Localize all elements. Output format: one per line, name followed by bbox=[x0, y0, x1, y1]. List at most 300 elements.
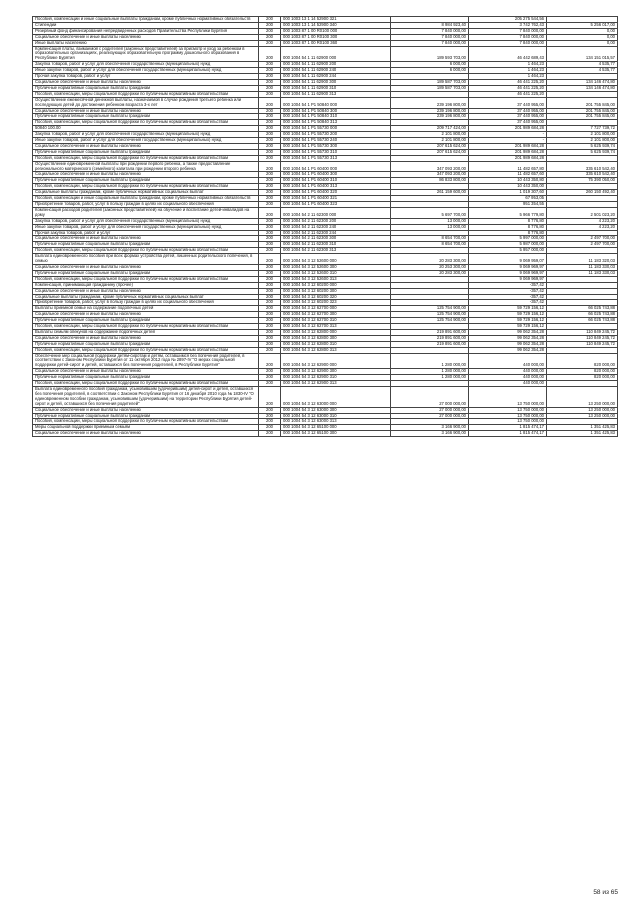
row-name: Социальное обеспечение и иные выплаты населению bbox=[33, 34, 259, 40]
row-code: 200 bbox=[259, 79, 281, 85]
row-code: 200 bbox=[259, 196, 281, 202]
row-kbk: 000 1004 54 2 11 62300 310 bbox=[281, 242, 391, 248]
row-exec: 37 440 955,00 bbox=[469, 114, 547, 120]
table-row bbox=[33, 236, 618, 242]
row-plan: 125 754 900,00 bbox=[391, 312, 469, 318]
table-row bbox=[33, 431, 618, 437]
row-plan: 219 891 600,00 bbox=[391, 335, 469, 341]
row-code: 200 bbox=[259, 17, 281, 23]
row-plan: 7 840 000,00 bbox=[391, 40, 469, 46]
row-exec: 201 989 684,28 bbox=[469, 149, 547, 155]
row-code: 200 bbox=[259, 387, 281, 408]
row-name: Иные закупки товаров, работ и услуг для обеспечения государственных (муниципальных) нужд bbox=[33, 224, 259, 230]
row-plan: 20 283 300,00 bbox=[391, 270, 469, 276]
row-exec: 59 729 156,12 bbox=[469, 312, 547, 318]
row-kbk: 000 1004 54 1 P1 60400 310 bbox=[281, 178, 391, 184]
row-kbk: 000 1004 54 1 P1 60400 000 bbox=[281, 161, 391, 172]
row-code: 200 bbox=[259, 381, 281, 387]
row-plan: 125 754 900,00 bbox=[391, 306, 469, 312]
row-code: 200 bbox=[259, 46, 281, 62]
row-exec: 67 953,05 bbox=[469, 196, 547, 202]
row-rest: 4 535,77 bbox=[547, 68, 618, 74]
row-rest: 11 183 320,03 bbox=[547, 254, 618, 265]
row-code: 200 bbox=[259, 419, 281, 425]
row-rest: 134 151 015,57 bbox=[547, 46, 618, 62]
row-kbk: 000 1004 54 2 11 62300 000 bbox=[281, 207, 391, 218]
row-exec: 1 019 307,60 bbox=[469, 190, 547, 196]
row-plan: 1 280 000,00 bbox=[391, 369, 469, 375]
row-kbk: 000 1004 54 3 12 52600 310 bbox=[281, 270, 391, 276]
row-code: 200 bbox=[259, 264, 281, 270]
row-name: Публичные нормативные социальные выплаты гражданам bbox=[33, 413, 259, 419]
row-rest: 0,00 bbox=[547, 34, 618, 40]
row-plan: 125 754 900,00 bbox=[391, 318, 469, 324]
row-rest: 335 610 542,40 bbox=[547, 172, 618, 178]
row-plan: 27 000 000,00 bbox=[391, 387, 469, 408]
row-rest: 134 146 474,80 bbox=[547, 85, 618, 91]
budget-table bbox=[32, 16, 618, 437]
row-name: Пособия, компенсации, меры социальной поддержки по публичным нормативным обязательствам bbox=[33, 276, 259, 282]
row-kbk: 000 1004 54 1 P1 60400 300 bbox=[281, 172, 391, 178]
row-code: 200 bbox=[259, 375, 281, 381]
row-name: Социальное обеспечение и иные выплаты населению bbox=[33, 312, 259, 318]
row-exec: 1 464,23 bbox=[469, 62, 547, 68]
table-row bbox=[33, 413, 618, 419]
row-code: 200 bbox=[259, 132, 281, 138]
row-exec: -357,42 bbox=[469, 288, 547, 294]
row-rest: 2 501 023,20 bbox=[547, 207, 618, 218]
table-row bbox=[33, 341, 618, 347]
row-plan: 207 615 624,00 bbox=[391, 149, 469, 155]
row-code: 200 bbox=[259, 341, 281, 347]
table-row bbox=[33, 425, 618, 431]
row-kbk: 000 1004 54 3 12 62700 313 bbox=[281, 324, 391, 330]
row-kbk: 000 1004 54 1 P1 55730 000 bbox=[281, 126, 391, 132]
row-code: 200 bbox=[259, 369, 281, 375]
row-name: Пособия, компенсации и иные социальные выплаты гражданам, кроме публичных нормативных обязательств bbox=[33, 17, 259, 23]
row-kbk: 000 1004 54 3 12 65100 300 bbox=[281, 431, 391, 437]
row-name: Компенсация платы, взимаемой с родителей (законных представителей) за присмотр и уход за ребенком в образовательных организациях, реализующих образовательную программу дошкольного образования в Республике Бурятия bbox=[33, 46, 259, 62]
row-plan: 5 697 700,00 bbox=[391, 207, 469, 218]
row-exec: 3 742 762,43 bbox=[469, 22, 547, 28]
row-exec: 10 443 350,00 bbox=[469, 184, 547, 190]
row-rest: 110 849 245,72 bbox=[547, 335, 618, 341]
row-plan: 347 093 200,00 bbox=[391, 161, 469, 172]
row-name: Закупка товаров, работ и услуг для обеспечения государственных (муниципальных) нужд bbox=[33, 218, 259, 224]
row-exec: 7 840 000,00 bbox=[469, 34, 547, 40]
row-kbk: 000 1004 54 3 12 63000 300 bbox=[281, 407, 391, 413]
table-row bbox=[33, 202, 618, 208]
row-exec: 99 062 354,28 bbox=[469, 347, 547, 353]
row-name: Осуществление ежемесячной денежной выплаты, назначаемой в случае рождения третьего ребенка или последующих детей до достижения ребенком возраста 3-х лет bbox=[33, 97, 259, 108]
table-row bbox=[33, 324, 618, 330]
row-kbk: 000 1004 54 1 P1 55730 300 bbox=[281, 143, 391, 149]
row-plan: 8 984 923,40 bbox=[391, 22, 469, 28]
row-rest: 2 101 800,00 bbox=[547, 132, 618, 138]
row-plan: 20 283 300,00 bbox=[391, 254, 469, 265]
row-rest: 2 497 700,00 bbox=[547, 236, 618, 242]
row-kbk: 000 1004 54 1 P1 60400 313 bbox=[281, 184, 391, 190]
row-code: 200 bbox=[259, 318, 281, 324]
row-kbk: 000 1003 87 1 00 R0100 360 bbox=[281, 40, 391, 46]
row-rest: 5 256 017,00 bbox=[547, 22, 618, 28]
table-row bbox=[33, 270, 618, 276]
row-exec: 37 440 955,00 bbox=[469, 97, 547, 108]
row-kbk: 000 1003 87 1 00 R0100 300 bbox=[281, 34, 391, 40]
row-code: 200 bbox=[259, 97, 281, 108]
row-exec: 99 062 354,28 bbox=[469, 335, 547, 341]
row-kbk: 000 1004 54 3 12 62700 300 bbox=[281, 312, 391, 318]
row-name: Выплата единовременного пособия гражданам, усыновившим (удочерившим) детей-сирот и детей, оставшихся без попечения родителей, в соответствии с Законом Республики Бурятия от 16 декабря 2010 года № 1830-IV "О единовременном пособии гражданам, усыновившим (удочерившим) на территории Республики Бурятия детей-сирот и детей, оставшихся без попечения родителей" bbox=[33, 387, 259, 408]
row-kbk: 000 1004 54 2 11 62300 300 bbox=[281, 236, 391, 242]
row-kbk: 000 1004 54 2 11 62300 244 bbox=[281, 230, 391, 236]
row-exec: 46 441 225,20 bbox=[469, 91, 547, 97]
table-row bbox=[33, 155, 618, 161]
row-plan: 261 159 600,00 bbox=[391, 190, 469, 196]
row-rest: 110 849 245,72 bbox=[547, 341, 618, 347]
row-exec: 951 354,55 bbox=[469, 202, 547, 208]
row-plan: 1 280 000,00 bbox=[391, 375, 469, 381]
table-row bbox=[33, 178, 618, 184]
row-exec: 59 729 156,12 bbox=[469, 306, 547, 312]
row-name: Пособия, компенсации и иные социальные выплаты гражданам, кроме публичных нормативных обязательств bbox=[33, 196, 259, 202]
row-exec: 9 069 959,07 bbox=[469, 254, 547, 265]
row-exec: 11 482 657,80 bbox=[469, 161, 547, 172]
row-name: Публичные нормативные социальные выплаты гражданам bbox=[33, 375, 259, 381]
row-kbk: 000 1004 54 3 12 62900 310 bbox=[281, 375, 391, 381]
row-code: 200 bbox=[259, 300, 281, 306]
row-name: Публичные нормативные социальные выплаты гражданам bbox=[33, 114, 259, 120]
row-kbk: 000 1004 54 3 12 52600 313 bbox=[281, 276, 391, 282]
row-plan: 207 615 624,00 bbox=[391, 143, 469, 149]
row-code: 200 bbox=[259, 236, 281, 242]
row-plan: 6 000,00 bbox=[391, 68, 469, 74]
row-plan: 219 891 600,00 bbox=[391, 341, 469, 347]
row-plan: 239 196 800,00 bbox=[391, 108, 469, 114]
row-rest: 201 755 845,00 bbox=[547, 97, 618, 108]
row-exec: 99 062 354,28 bbox=[469, 341, 547, 347]
row-exec: 46 442 689,43 bbox=[469, 46, 547, 62]
row-name: Прочая закупка товаров, работ и услуг bbox=[33, 74, 259, 80]
row-exec: -357,42 bbox=[469, 294, 547, 300]
table-row bbox=[33, 28, 618, 34]
row-code: 200 bbox=[259, 91, 281, 97]
row-code: 200 bbox=[259, 347, 281, 353]
row-plan: 347 093 200,00 bbox=[391, 172, 469, 178]
row-code: 200 bbox=[259, 224, 281, 230]
row-kbk: 000 1004 54 3 12 52600 000 bbox=[281, 254, 391, 265]
table-row bbox=[33, 335, 618, 341]
row-name: Публичные нормативные социальные выплаты гражданам bbox=[33, 341, 259, 347]
table-row bbox=[33, 190, 618, 196]
row-plan: 189 587 703,00 bbox=[391, 79, 469, 85]
row-kbk: 000 1004 54 2 11 62300 200 bbox=[281, 218, 391, 224]
table-row bbox=[33, 114, 618, 120]
row-name: Иные закупки товаров, работ и услуг для обеспечения государственных (муниципальных) нужд bbox=[33, 68, 259, 74]
row-name: Социальные выплаты гражданам, кроме публичных нормативных социальных выплат bbox=[33, 294, 259, 300]
row-exec: 37 440 955,00 bbox=[469, 120, 547, 126]
row-code: 200 bbox=[259, 329, 281, 335]
row-code: 200 bbox=[259, 28, 281, 34]
row-code: 200 bbox=[259, 120, 281, 126]
row-name: Социальное обеспечение и иные выплаты населению bbox=[33, 172, 259, 178]
row-name: Социальное обеспечение и иные выплаты населению bbox=[33, 264, 259, 270]
row-name: Иные выплаты населению bbox=[33, 40, 259, 46]
row-name: 50840 100.00 bbox=[33, 126, 259, 132]
row-code: 200 bbox=[259, 207, 281, 218]
row-plan: 7 840 000,00 bbox=[391, 28, 469, 34]
row-kbk: 000 1004 54 1 P1 50840 313 bbox=[281, 120, 391, 126]
row-name: Социальное обеспечение и иные выплаты населению bbox=[33, 369, 259, 375]
row-rest: 0,00 bbox=[547, 40, 618, 46]
row-kbk: 000 1004 54 3 12 63000 313 bbox=[281, 419, 391, 425]
row-plan: 239 196 800,00 bbox=[391, 97, 469, 108]
row-kbk: 000 1004 54 1 11 62900 244 bbox=[281, 74, 391, 80]
row-name: Пособия, компенсации, меры социальной поддержки по публичным нормативным обязательствам bbox=[33, 155, 259, 161]
table-row bbox=[33, 161, 618, 172]
row-name: Публичные нормативные социальные выплаты гражданам bbox=[33, 270, 259, 276]
row-exec: 201 989 684,28 bbox=[469, 126, 547, 132]
row-plan: 219 891 600,00 bbox=[391, 329, 469, 335]
table-row bbox=[33, 85, 618, 91]
row-plan: 86 833 800,00 bbox=[391, 178, 469, 184]
row-code: 200 bbox=[259, 126, 281, 132]
row-plan: 20 253 300,00 bbox=[391, 264, 469, 270]
row-kbk: 000 1004 54 3 12 62700 310 bbox=[281, 318, 391, 324]
row-kbk: 000 1004 54 3 12 62900 300 bbox=[281, 369, 391, 375]
row-exec: 205 275 544,56 bbox=[469, 17, 547, 23]
row-name: Компенсация расходов родителей (законных представителей) на обучение и воспитание детей-инвалидов на дому bbox=[33, 207, 259, 218]
row-kbk: 000 1004 54 3 12 52600 300 bbox=[281, 264, 391, 270]
row-plan: 6 000,00 bbox=[391, 62, 469, 68]
table-row bbox=[33, 218, 618, 224]
row-plan: 8 654 700,00 bbox=[391, 236, 469, 242]
row-code: 200 bbox=[259, 155, 281, 161]
row-plan: 2 101 800,00 bbox=[391, 138, 469, 144]
row-name: Публичные нормативные социальные выплаты гражданам bbox=[33, 178, 259, 184]
table-row bbox=[33, 347, 618, 353]
row-exec: 440 000,00 bbox=[469, 381, 547, 387]
row-name: Социальное обеспечение и иные выплаты населению bbox=[33, 79, 259, 85]
row-kbk: 000 1003 87 1 00 R0100 000 bbox=[281, 28, 391, 34]
row-rest: 1 351 425,83 bbox=[547, 425, 618, 431]
table-row bbox=[33, 369, 618, 375]
row-exec: 10 443 350,80 bbox=[469, 178, 547, 184]
table-row bbox=[33, 407, 618, 413]
row-kbk: 000 1004 54 3 12 62900 000 bbox=[281, 353, 391, 369]
row-name: Социальное обеспечение и иные выплаты населению bbox=[33, 407, 259, 413]
row-code: 200 bbox=[259, 143, 281, 149]
table-row bbox=[33, 353, 618, 369]
row-exec: 13 750 000,00 bbox=[469, 407, 547, 413]
row-name: Приобретение товаров, работ, услуг в пользу граждан в целях их социального обеспечения bbox=[33, 300, 259, 306]
row-rest: 1 351 425,83 bbox=[547, 431, 618, 437]
table-row bbox=[33, 248, 618, 254]
row-name: Публичные нормативные социальные выплаты гражданам bbox=[33, 318, 259, 324]
row-code: 200 bbox=[259, 62, 281, 68]
row-code: 200 bbox=[259, 68, 281, 74]
row-code: 200 bbox=[259, 161, 281, 172]
row-name: Социальное обеспечение и иные выплаты населению bbox=[33, 143, 259, 149]
row-exec: - bbox=[469, 138, 547, 144]
table-row bbox=[33, 419, 618, 425]
row-rest: 11 183 330,03 bbox=[547, 270, 618, 276]
row-kbk: 000 1004 54 2 11 62300 240 bbox=[281, 224, 391, 230]
row-kbk: 000 1004 54 1 11 62900 310 bbox=[281, 85, 391, 91]
row-plan: 27 000 000,00 bbox=[391, 407, 469, 413]
row-kbk: 000 1004 54 3 12 60200 000 bbox=[281, 282, 391, 288]
row-plan: 239 196 800,00 bbox=[391, 114, 469, 120]
row-exec: 7 840 000,00 bbox=[469, 28, 547, 34]
row-exec: 440 000,00 bbox=[469, 353, 547, 369]
row-code: 200 bbox=[259, 230, 281, 236]
table-row bbox=[33, 312, 618, 318]
table-row bbox=[33, 264, 618, 270]
row-exec: 440 000,00 bbox=[469, 375, 547, 381]
table-row bbox=[33, 318, 618, 324]
row-kbk: 000 1004 54 1 P1 55730 200 bbox=[281, 132, 391, 138]
row-code: 200 bbox=[259, 22, 281, 28]
row-rest: 201 755 845,00 bbox=[547, 114, 618, 120]
row-kbk: 000 1004 54 1 11 62900 300 bbox=[281, 79, 391, 85]
row-kbk: 000 1004 54 3 12 65100 000 bbox=[281, 425, 391, 431]
row-name: Социальное обеспечение и иные выплаты населению bbox=[33, 108, 259, 114]
row-name: Закупка товаров, работ и услуг для обеспечения государственных (муниципальных) нужд bbox=[33, 132, 259, 138]
row-name: Компенсация, принимающая гражданину (прочее) bbox=[33, 282, 259, 288]
row-kbk: 000 1004 54 3 12 62800 000 bbox=[281, 329, 391, 335]
row-code: 200 bbox=[259, 108, 281, 114]
row-exec: 11 482 657,60 bbox=[469, 172, 547, 178]
row-rest: 75 390 050,00 bbox=[547, 178, 618, 184]
table-row bbox=[33, 97, 618, 108]
page-number: 58 из 65 bbox=[593, 889, 618, 896]
row-code: 200 bbox=[259, 335, 281, 341]
row-rest: 820 000,00 bbox=[547, 369, 618, 375]
table-row bbox=[33, 46, 618, 62]
row-code: 200 bbox=[259, 306, 281, 312]
row-exec: 5 966 779,80 bbox=[469, 207, 547, 218]
row-plan: 8 654 700,00 bbox=[391, 242, 469, 248]
row-kbk: 000 1004 54 3 12 60200 300 bbox=[281, 288, 391, 294]
row-code: 200 bbox=[259, 149, 281, 155]
row-code: 200 bbox=[259, 74, 281, 80]
table-row bbox=[33, 184, 618, 190]
row-plan: 13 000,00 bbox=[391, 224, 469, 230]
table-row bbox=[33, 143, 618, 149]
row-exec: 13 750 000,00 bbox=[469, 387, 547, 408]
row-name: Выплата единовременного пособия при всех формах устройства детей, лишенных родительского попечения, в семью bbox=[33, 254, 259, 265]
row-rest: 820 000,00 bbox=[547, 375, 618, 381]
table-row bbox=[33, 172, 618, 178]
row-exec: 13 750 000,00 bbox=[469, 413, 547, 419]
row-kbk: 000 1004 54 1 P1 50840 300 bbox=[281, 108, 391, 114]
table-row bbox=[33, 375, 618, 381]
row-code: 200 bbox=[259, 288, 281, 294]
row-exec: 46 441 225,20 bbox=[469, 85, 547, 91]
row-kbk: 000 1003 13 1 14 52900 321 bbox=[281, 17, 391, 23]
row-kbk: 000 1004 54 3 12 62700 000 bbox=[281, 306, 391, 312]
row-exec: 7 840 000,00 bbox=[469, 40, 547, 46]
row-rest: 2 101 800,00 bbox=[547, 138, 618, 144]
row-exec: 8 776,80 bbox=[469, 218, 547, 224]
row-rest: 260 150 492,40 bbox=[547, 190, 618, 196]
row-kbk: 000 1004 54 1 11 62900 240 bbox=[281, 68, 391, 74]
row-name: Социальное обеспечение и иные выплаты населению bbox=[33, 288, 259, 294]
row-code: 200 bbox=[259, 218, 281, 224]
row-exec: - bbox=[469, 132, 547, 138]
row-exec: 5 987 000,00 bbox=[469, 242, 547, 248]
row-code: 200 bbox=[259, 85, 281, 91]
row-name: Социальное обеспечение и иные выплаты населению bbox=[33, 431, 259, 437]
row-plan: 13 000,00 bbox=[391, 218, 469, 224]
table-row bbox=[33, 387, 618, 408]
row-code: 200 bbox=[259, 413, 281, 419]
row-rest: 7 727 739,72 bbox=[547, 126, 618, 132]
row-name: Публичные нормативные социальные выплаты гражданам bbox=[33, 149, 259, 155]
table-row bbox=[33, 276, 618, 282]
row-kbk: 000 1004 54 1 P1 60400 321 bbox=[281, 196, 391, 202]
row-rest: 13 250 000,00 bbox=[547, 413, 618, 419]
row-name: Иные закупки товаров, работ и услуг для обеспечения государственных (муниципальных) нужд bbox=[33, 138, 259, 144]
row-kbk: 000 1004 54 1 P1 50840 310 bbox=[281, 114, 391, 120]
row-name: Публичные нормативные социальные выплаты гражданам bbox=[33, 85, 259, 91]
row-code: 200 bbox=[259, 190, 281, 196]
table-row bbox=[33, 68, 618, 74]
row-kbk: 000 1004 54 3 12 63000 000 bbox=[281, 387, 391, 408]
row-exec: 1 815 474,17 bbox=[469, 431, 547, 437]
row-rest: 134 146 474,80 bbox=[547, 79, 618, 85]
row-kbk: 000 1004 54 1 P1 55730 240 bbox=[281, 138, 391, 144]
row-rest: 13 250 000,00 bbox=[547, 407, 618, 413]
row-code: 200 bbox=[259, 294, 281, 300]
row-name: Пособия, компенсации, меры социальной поддержки по публичным нормативным обязательствам bbox=[33, 324, 259, 330]
row-exec: 9 069 969,97 bbox=[469, 270, 547, 276]
row-name: Социальное обеспечение и иные выплаты населению bbox=[33, 236, 259, 242]
row-name: Меры социальной поддержки приемным семьям bbox=[33, 425, 259, 431]
table-row bbox=[33, 242, 618, 248]
row-exec: -357,42 bbox=[469, 282, 547, 288]
row-kbk: 000 1004 54 1 11 62900 000 bbox=[281, 46, 391, 62]
row-rest: 110 849 245,72 bbox=[547, 329, 618, 335]
table-row bbox=[33, 207, 618, 218]
budget-table-body bbox=[33, 17, 618, 437]
row-plan: 3 166 900,00 bbox=[391, 425, 469, 431]
row-rest: 5 625 939,74 bbox=[547, 143, 618, 149]
row-exec: 5 957 000,00 bbox=[469, 248, 547, 254]
row-rest: 5 625 939,74 bbox=[547, 149, 618, 155]
row-name: Пособия, компенсации, меры социальной поддержки по публичным нормативным обязательствам bbox=[33, 381, 259, 387]
row-code: 200 bbox=[259, 407, 281, 413]
row-kbk: 000 1004 54 1 P1 60400 320 bbox=[281, 190, 391, 196]
row-code: 200 bbox=[259, 270, 281, 276]
row-exec: 9 069 969,97 bbox=[469, 276, 547, 282]
row-code: 200 bbox=[259, 34, 281, 40]
row-name: Пособия, компенсации, меры социальной поддержки по публичным нормативным обязательствам bbox=[33, 91, 259, 97]
table-row bbox=[33, 108, 618, 114]
row-code: 200 bbox=[259, 353, 281, 369]
row-code: 200 bbox=[259, 184, 281, 190]
row-name: Пособия, компенсации, меры социальной поддержки по публичным нормативным обязательствам bbox=[33, 120, 259, 126]
table-row bbox=[33, 381, 618, 387]
row-name: Публичные нормативные социальные выплаты гражданам bbox=[33, 242, 259, 248]
row-exec: 9 069 969,97 bbox=[469, 264, 547, 270]
row-name: Социальное обеспечение и иные выплаты населению bbox=[33, 335, 259, 341]
table-row bbox=[33, 329, 618, 335]
row-kbk: 000 1004 54 3 12 62900 313 bbox=[281, 381, 391, 387]
row-name: Закупка товаров, работ и услуг для обеспечения государственных (муниципальных) нужд bbox=[33, 62, 259, 68]
row-exec: 1 464,23 bbox=[469, 68, 547, 74]
row-rest: 66 025 743,88 bbox=[547, 306, 618, 312]
